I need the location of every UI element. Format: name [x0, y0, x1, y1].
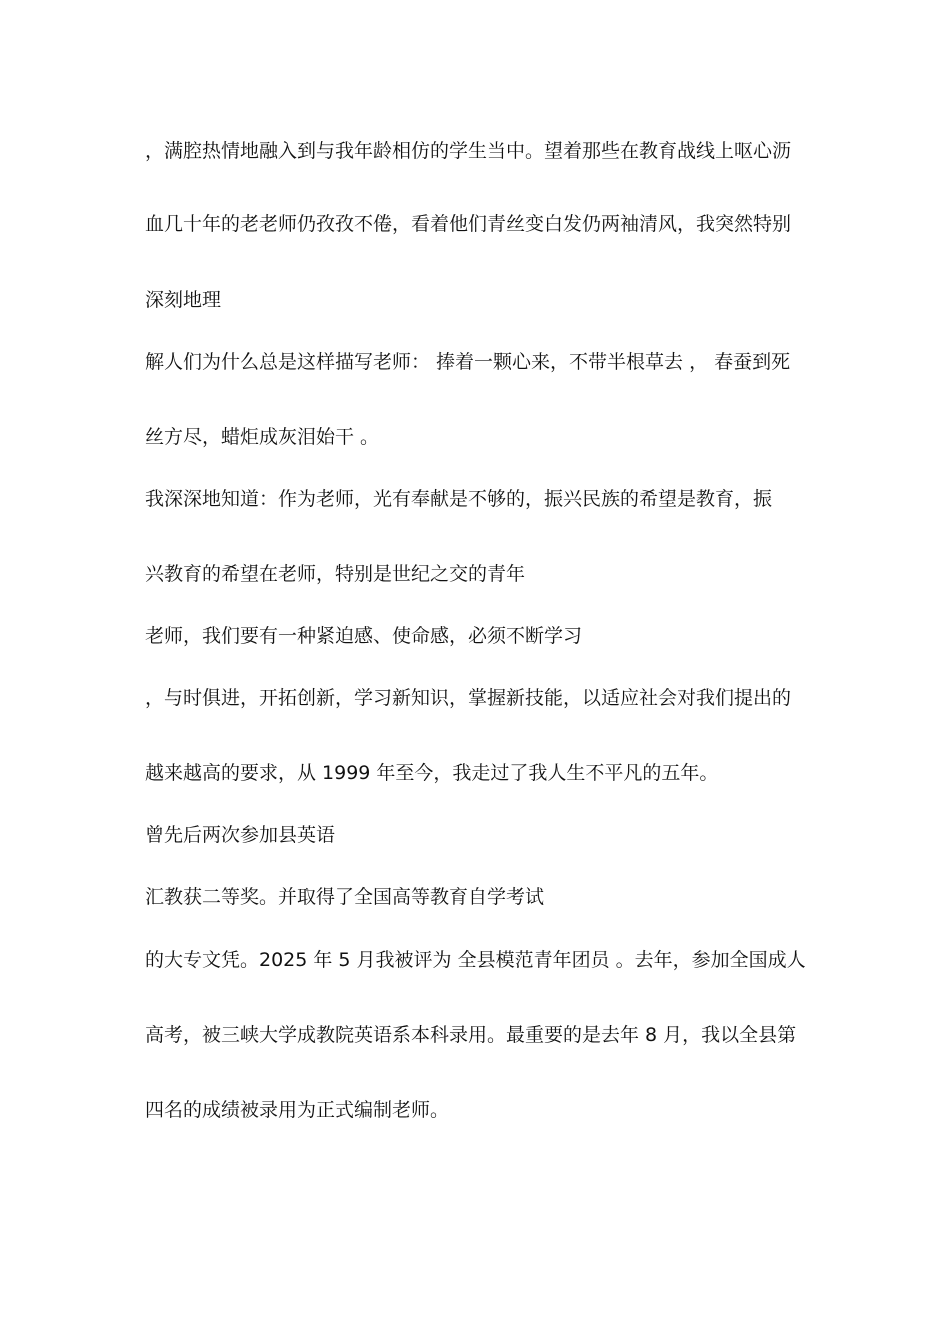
text-line-3: 深刻地理	[145, 289, 222, 311]
text-line-2: 血几十年的老老师仍孜孜不倦，看着他们青丝变白发仍两袖清风，我突然特别	[145, 213, 792, 235]
text-line-12: 汇教获二等奖。并取得了全国高等教育自学考试	[145, 886, 545, 908]
text-line-14: 高考，被三峡大学成教院英语系本科录用。最重要的是去年 8 月，我以全县第	[145, 1024, 797, 1046]
text-line-11: 曾先后两次参加县英语	[145, 824, 336, 846]
text-line-4: 解人们为什么总是这样描写老师： 捧着一颗心来，不带半根草去 ， 春蚕到死	[145, 351, 791, 373]
text-line-9: ，与时俱进，开拓创新，学习新知识，掌握新技能，以适应社会对我们提出的	[145, 687, 792, 709]
text-line-7: 兴教育的希望在老师，特别是世纪之交的青年	[145, 563, 526, 585]
text-line-1: ，满腔热情地融入到与我年龄相仿的学生当中。望着那些在教育战线上呕心沥	[145, 140, 792, 162]
text-line-8: 老师，我们要有一种紧迫感、使命感，必须不断学习	[145, 625, 583, 647]
text-line-10: 越来越高的要求，从 1999 年至今，我走过了我人生不平凡的五年。	[145, 762, 719, 784]
text-line-5: 丝方尽，蜡炬成灰泪始干 。	[145, 426, 380, 448]
text-line-15: 四名的成绩被录用为正式编制老师。	[145, 1099, 450, 1121]
text-line-13: 的大专文凭。2025 年 5 月我被评为 全县模范青年团员 。去年，参加全国成人	[145, 949, 806, 971]
text-line-6: 我深深地知道：作为老师，光有奉献是不够的，振兴民族的希望是教育，振	[145, 488, 773, 510]
